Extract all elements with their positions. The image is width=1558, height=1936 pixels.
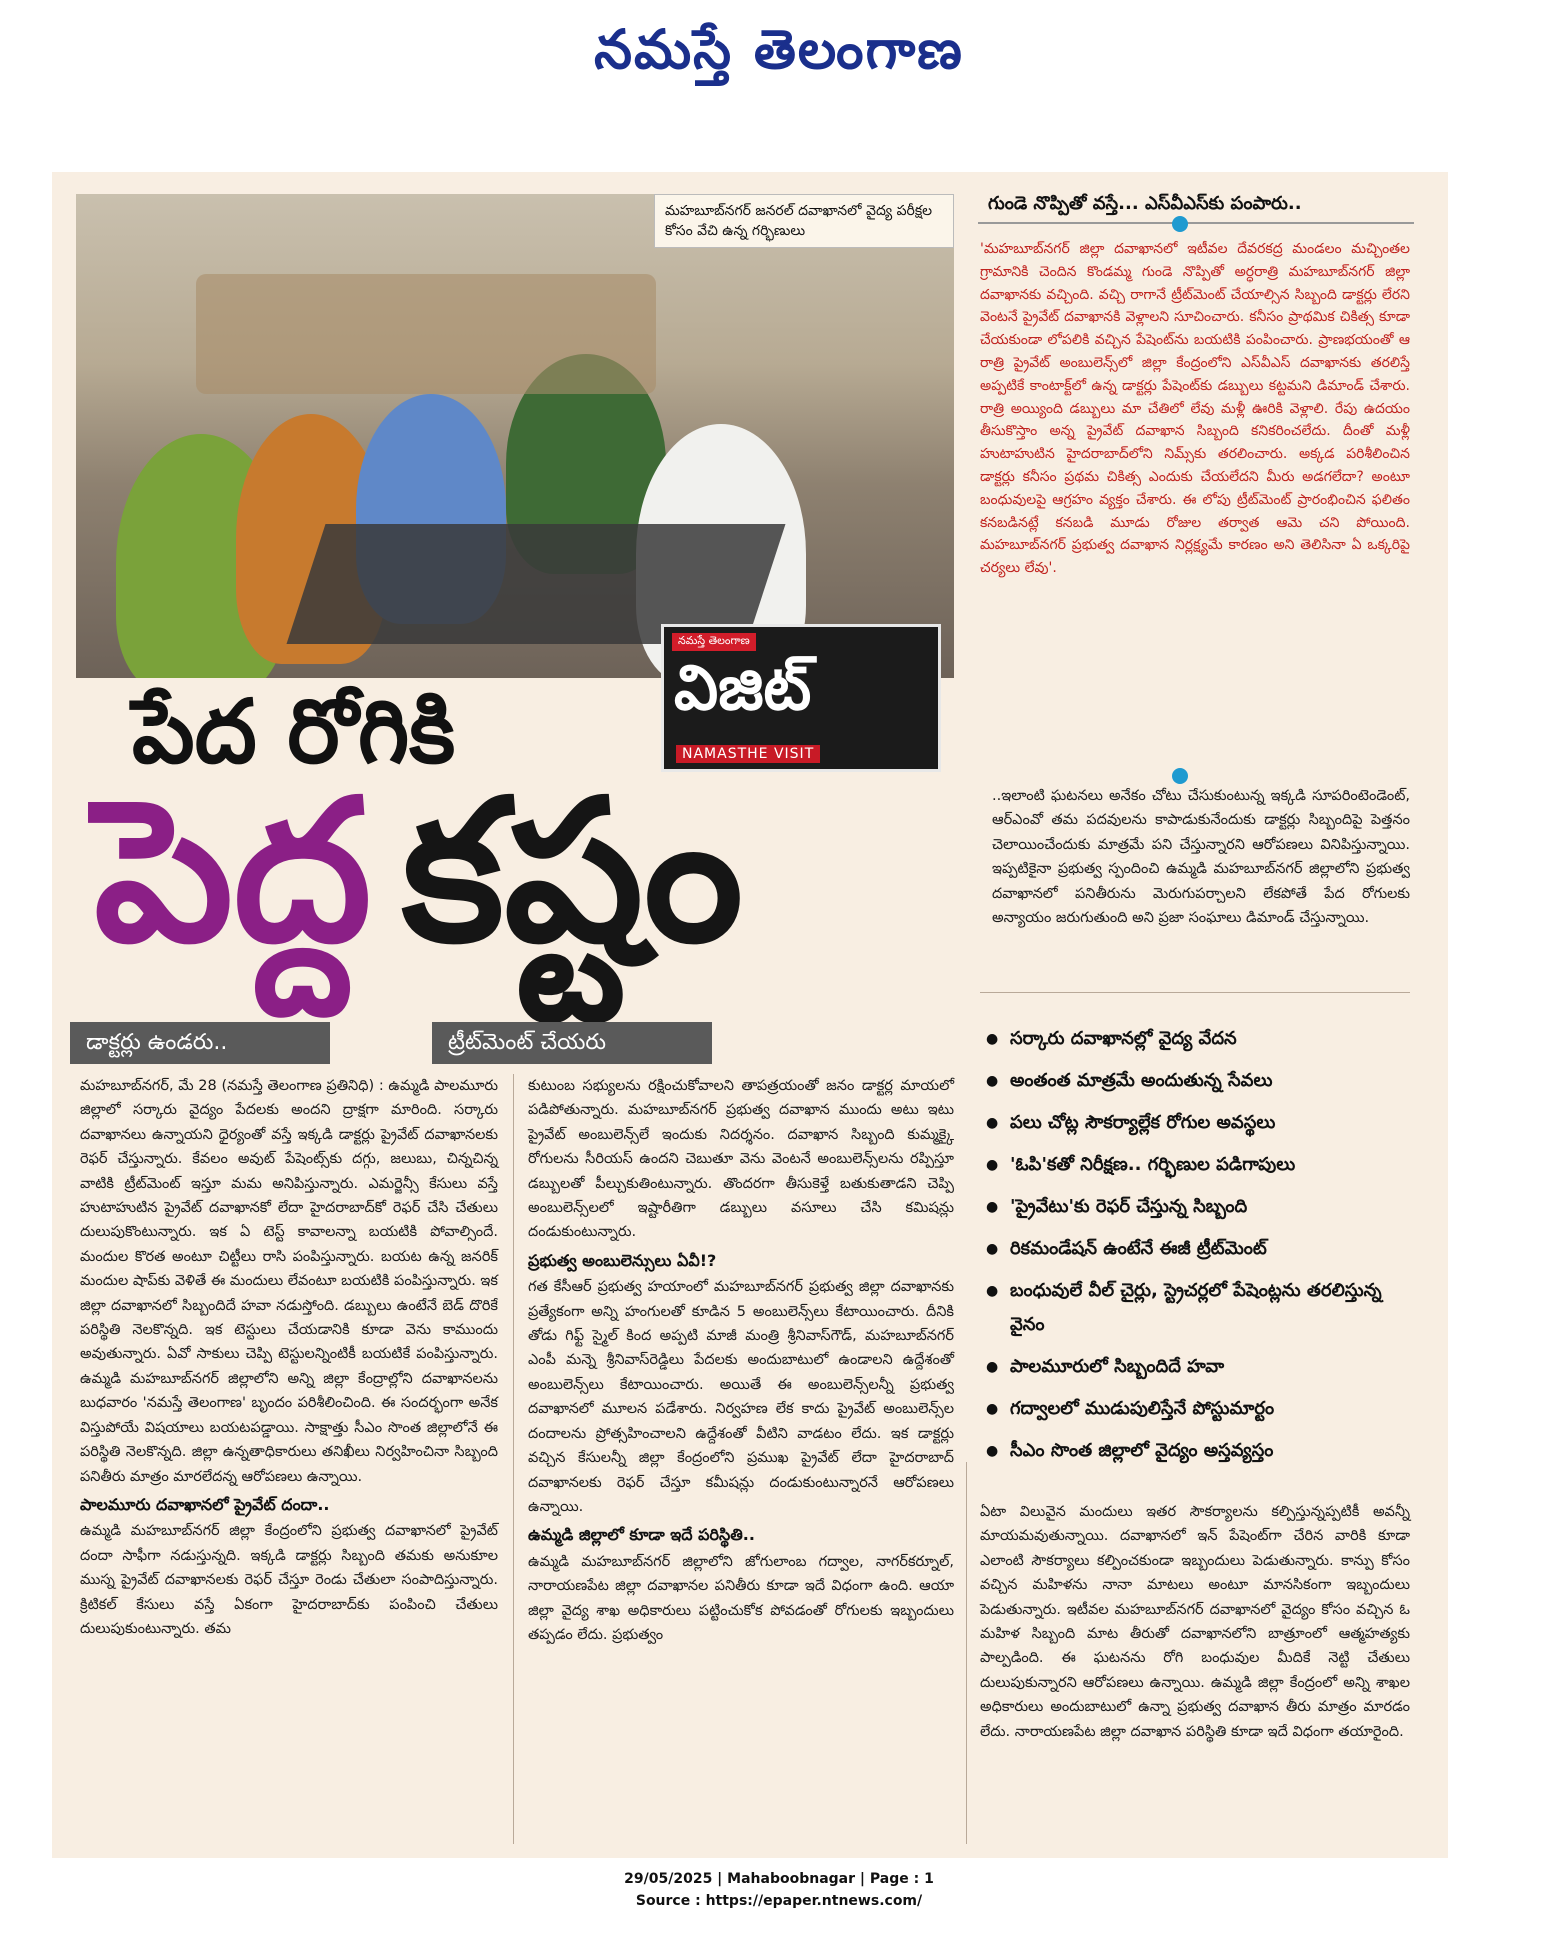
strip-right: ట్రీట్‌మెంట్ చేయరు: [432, 1022, 712, 1064]
bullet-item: ● పలు చోట్ల సౌకర్యాల్లేక రోగుల అవస్థలు: [980, 1106, 1410, 1140]
strip-left: డాక్టర్లు ఉండరు..: [70, 1022, 330, 1064]
footer-source: Source : https://epaper.ntnews.com/: [635, 1893, 923, 1909]
right-box-title: గుండె నొప్పితో వస్తే... ఎస్‌వీఎస్‌కు పంపారు..: [978, 184, 1414, 224]
photo-crowd: [196, 274, 656, 394]
article-subheading: ఉమ్మడి జిల్లాలో కూడా ఇదే పరిస్థితి..: [528, 1525, 755, 1545]
article-column-middle: [528, 1074, 954, 1651]
headline-big-part-1: పెద్ద: [94, 758, 372, 986]
article-column-left: [80, 1074, 498, 1645]
namasthe-visit-badge: [661, 624, 941, 772]
newspaper-title: నమస్తే తెలంగాణ: [594, 18, 964, 81]
bullet-item: ● సీఎం సొంత జిల్లాలో వైద్యం అస్తవ్యస్తం: [980, 1434, 1410, 1468]
bullet-item: ● 'ప్రైవేటు'కు రెఫర్ చేస్తున్న సిబ్బంది: [980, 1190, 1410, 1224]
column-divider: [513, 1074, 514, 1844]
article-paragraph: ఏటా విలువైన మందులు ఇతర సౌకర్యాలను కల్పిస్తున్నప్పటికీ అవన్నీ మాయమవుతున్నాయి. దవాఖానలో ఇన్ పేషెంట్‌గా చేరిన వారికి కూడా ఎలాంటి సౌకర్యాలు కల్పించకుండా ఇబ్బందులు పెడుతున్నారు. కాన్పు కోసం వచ్చిన మహిళను నానా మాటలు అంటూ మానసికంగా ఇబ్బందులు పెడుతున్నారు. ఇటీవల మహబూబ్‌నగర్ దవాఖానలో వైద్యం కోసం వచ్చిన ఓ మహిళ సిబ్బంది మాట తీరుతో దవాఖానలోని బాత్రూంలో ఆత్మహత్యకు పాల్పడింది. ఈ ఘటనను రోగి బంధువుల మీదికే నెట్టి చేతులు దులుపుకున్నారని ఆరోపణలు ఉన్నాయి. ఉమ్మడి జిల్లా కేంద్రంలో అన్ని శాఖల అధికారులు అందుబాటులో ఉన్నా ప్రభుత్వ దవాఖాన తీరు మాత్రం మారడం లేదు. నారాయణపేట జిల్లా దవాఖాన పరిస్థితి కూడా ఇదే విధంగా తయారైంది.: [980, 1504, 1410, 1740]
headline-big-part-2: కష్టం: [401, 758, 744, 986]
footer-edition: 29/05/2025 | Mahaboobnagar | Page : 1: [624, 1871, 934, 1887]
article-paragraph: ఉమ్మడి మహబూబ్‌నగర్ జిల్లాలోని జోగులాంబ గద్వాల, నాగర్‌కర్నూల్, నారాయణపేట జిల్లా దవాఖానల పనితీరు కూడా ఇదే విధంగా ఉంది. ఆయా జిల్లా వైద్య శాఖ అధికారులు పట్టించుకోక పోవడంతో రోగులకు ఇబ్బందులు తప్పడం లేదు. ప్రభుత్వం: [528, 1553, 954, 1643]
divider: [980, 992, 1410, 993]
bullet-list: [980, 1022, 1410, 1476]
bullet-item: ● 'ఓపి'కతో నిరీక్షణ.. గర్భిణుల పడిగాపులు: [980, 1148, 1410, 1182]
headline-small: పేద రోగికి: [132, 680, 456, 783]
hospital-photo: [76, 194, 954, 678]
right-box-paragraph: 'మహబూబ్‌నగర్ జిల్లా దవాఖానలో ఇటీవల దేవరకద్ర మండలం మచ్చింతల గ్రామానికి చెందిన కొండమ్మ గుండె నొప్పితో అర్ధరాత్రి మహబూబ్‌నగర్ జిల్లా దవాఖానకు వచ్చింది. వచ్చి రాగానే ట్రీట్‌మెంట్ చేయాల్సిన సిబ్బంది డాక్టర్లు లేరని వెంటనే ప్రైవేట్ దవాఖానకి వెళ్లాలని సూచించారు. కనీసం ప్రాథమిక చికిత్స కూడా చేయకుండా లోపలికి వచ్చిన పేషెంట్‌ను బయటికి పంపించారు. ప్రాణభయంతో ఆ రాత్రి ప్రైవేట్ అంబులెన్స్‌లో జిల్లా కేంద్రంలోని ఎస్‌వీఎస్ దవాఖానకు తరలిస్తే అప్పటికే కాంటాక్ట్‌లో ఉన్న డాక్టర్లు పేషెంట్‌కు డబ్బులు కట్టమని డిమాండ్ చేశారు. రాత్రి అయ్యింది డబ్బులు మా చేతిలో లేవు మళ్లీ ఊరికి వెళ్లాలి. రేపు ఉదయం తీసుకొస్తాం అన్న ప్రైవేట్ దవాఖాన సిబ్బంది కనికరించలేదు. దీంతో మళ్లీ హుటాహుటిన హైదరాబాద్‌లోని నిమ్స్‌కు తరలించారు. అక్కడ పరిశీలించిన డాక్టర్లు కనీసం ప్రథమ చికిత్స ఎందుకు చేయలేదని మీరు అడగలేదా? అంటూ బంధువులపై ఆగ్రహం వ్యక్తం చేశారు. ఈ లోపు ట్రీట్‌మెంట్ ప్రారంభించిన ఫలితం కనబడినట్లే కనబడి మూడు రోజుల తర్వాత ఆమె చని పోయింది. మహబూబ్‌నగర్ ప్రభుత్వ దవాఖాన నిర్లక్ష్యమే కారణం అని తెలిసినా ఏ ఒక్కరిపై చర్యలు లేవు'.: [980, 241, 1410, 577]
visit-badge-word: విజిట్: [674, 651, 812, 724]
article-subheading: పాలమూరు దవాఖానలో ప్రైవేట్ దందా..: [80, 1494, 330, 1514]
article-column-right: [980, 1500, 1410, 1748]
masthead: [0, 0, 1558, 100]
column-divider: [966, 1462, 967, 1844]
bullet-item: ● గద్వాలలో ముడుపులిస్తేనే పోస్టుమార్టం: [980, 1392, 1410, 1426]
visit-badge-tag: నమస్తే తెలంగాణ: [672, 633, 756, 651]
photo-caption: మహబూబ్‌నగర్ జనరల్ దవాఖానలో వైద్య పరీక్షల కోసం వేచి ఉన్న గర్భిణులు: [654, 194, 954, 248]
article-subheading: ప్రభుత్వ అంబులెన్సులు ఏవీ!?: [528, 1250, 717, 1270]
newspaper-page: [52, 172, 1448, 1858]
article-paragraph: కుటుంబ సభ్యులను రక్షించుకోవాలని తాపత్రయంతో జనం డాక్టర్ల మాయలో పడిపోతున్నారు. మహబూబ్‌నగర్ ప్రభుత్వ దవాఖాన ముందు అటు ఇటు ప్రైవేట్ అంబులెన్స్‌లే ఇందుకు నిదర్శనం. దవాఖాన సిబ్బంది కుమ్మక్కై రోగులను సీరియస్ ఉందని చెబుతూ వెను వెంటనే అంబులెన్స్‌లను రప్పిస్తూ డబ్బులతో పీల్చుకుతింటున్నారు. తొందరగా తీసుకెళ్తే బతుకుతాడని చెప్పి అంబులెన్స్‌లలో ఇష్టారీతిగా డబ్బులు వసూలు చేసి కమిషన్లు దండుకుంటున్నారు.: [528, 1078, 954, 1241]
footer-source-line: [0, 1890, 1558, 1912]
right-mid-text: [992, 784, 1410, 934]
quote-icon: [1172, 768, 1188, 784]
right-box-text: [980, 238, 1410, 584]
visit-badge-sub: NAMASTHE VISIT: [676, 745, 820, 763]
right-mid-paragraph: ..ఇలాంటి ఘటనలు అనేకం చోటు చేసుకుంటున్న ఇక్కడి సూపరింటెండెంట్, ఆర్ఎంవో తమ పదవులను కాపాడుకునేందుకు డాక్టర్లు సిబ్బందిపై పెత్తనం చెలాయించేందుకు మాత్రమే పని చేస్తున్నారని ఆరోపణలు వినిపిస్తున్నాయి. ఇప్పటికైనా ప్రభుత్వ స్పందించి ఉమ్మడి మహబూబ్‌నగర్ జిల్లాలోని ప్రభుత్వ దవాఖానలో పనితీరును మెరుగుపర్చాలని లేకపోతే పేద రోగులకు అన్యాయం జరుగుతుంది అని ప్రజా సంఘాలు డిమాండ్ చేస్తున్నాయి.: [992, 788, 1410, 927]
bullet-item: ● రికమండేషన్ ఉంటేనే ఈజీ ట్రీట్‌మెంట్: [980, 1232, 1410, 1266]
article-paragraph: ఉమ్మడి మహబూబ్‌నగర్ జిల్లా కేంద్రంలోని ప్రభుత్వ దవాఖానలో ప్రైవేట్ దందా సాఫీగా నడుస్తున్నది. ఇక్కడి డాక్టర్లు సిబ్బంది తమకు అనుకూల ముస్న ప్రైవేట్ దవాఖానలకు రెఫర్ చేస్తూ రెండు చేతులా సంపాదిస్తున్నారు. క్రిటికల్ కేసులు వస్తే ఏకంగా హైదరాబాద్‌కు పంపించి చేతులు దులుపుకుంటున్నారు. తమ: [80, 1523, 498, 1637]
quote-icon: [1172, 216, 1188, 232]
page-footer: [0, 1868, 1558, 1912]
footer-edition-line: [0, 1868, 1558, 1890]
article-paragraph: మహబూబ్‌నగర్, మే 28 (నమస్తే తెలంగాణ ప్రతినిధి) : ఉమ్మడి పాలమూరు జిల్లాలో సర్కారు వైద్యం పేదలకు అందని ద్రాక్షగా మారింది. సర్కారు దవాఖానలు ఉన్నాయని ధైర్యంతో వస్తే ఇక్కడి డాక్టర్లు ప్రైవేట్ దవాఖానలకు రెఫర్ చేస్తున్నారు. కేవలం అవుట్ పేషెంట్స్‌కు దగ్గు, జలుబు, చిన్నచిన్న వాటికి ట్రీట్‌మెంట్ ఇస్తూ మమ అనిపిస్తున్నారు. ఎమర్జెన్సీ కేసులు వస్తే హుటాహుటిన ప్రైవేట్ దవాఖానకో లేదా హైదరాబాద్‌కో రెఫర్ చేసి చేతులు దులుపుకొంటున్నారు. ఇక ఏ టెస్ట్ కావాలన్నా బయటికి పోవాల్సిందే. మందుల కొరత అంటూ చిట్టీలు రాసి పంపిస్తున్నారు. బయట ఉన్న జనరిక్ మందుల షాప్‌కు వెళితే ఈ మందులు లేవంటూ బయటికి పంపిస్తున్నారు. ఇక జిల్లా దవాఖానలో సిబ్బందిదే హవా నడుస్తోంది. డబ్బులు ఉంటేనే బెడ్ దొరికే పరిస్థితి నెలకొన్నది. ఇక టెస్టులు చేయడానికి కూడా వెను కాముందు అవుతున్నారు. ఏవో సాకులు చెప్పి టెస్టులన్నింటికీ బయటికే పంపిస్తున్నారు. ఉమ్మడి మహబూబ్‌నగర్ జిల్లాలోని అన్ని జిల్లా కేంద్రాల్లోని దవాఖానలను బుధవారం 'నమస్తే తెలంగాణ' బృందం పరిశీలించింది. ఈ సందర్భంగా అనేక విస్తుపోయే విషయాలు బయటపడ్డాయి. సాక్షాత్తు సీఎం సొంత జిల్లాలోనే ఈ పరిస్థితి నెలకొన్నది. జిల్లా ఉన్నతాధికారులు తనిఖీలు నిర్వహించినా సిబ్బంది పనితీరు మాత్రం మారలేదన్న ఆరోపణలు ఉన్నాయి.: [80, 1078, 498, 1485]
bullet-item: ● సర్కారు దవాఖానల్లో వైద్య వేదన: [980, 1022, 1410, 1056]
bullet-item: ● అంతంత మాత్రమే అందుతున్న సేవలు: [980, 1064, 1410, 1098]
article-paragraph: గత కేసీఆర్ ప్రభుత్వ హయాంలో మహబూబ్‌నగర్ ప్రభుత్వ జిల్లా దవాఖానకు ప్రత్యేకంగా అన్ని హంగులతో కూడిన 5 అంబులెన్స్‌లు కేటాయించారు. దీనికి తోడు గిఫ్ట్ స్మైల్ కింద అప్పటి మాజీ మంత్రి శ్రీనివాస్‌గౌడ్, మహబూబ్‌నగర్ ఎంపీ మన్నె శ్రీనివాస్‌రెడ్డిలు పేదలకు అందుబాటులో ఉండాలని ఉద్దేశంతో అంబులెన్స్‌లు కేటాయించారు. అయితే ఈ అంబులెన్స్‌లన్నీ ప్రభుత్వ దవాఖానలో మూలన పడేశారు. నిర్వహణ లేక కాదు ప్రైవేట్ అంబులెన్స్‌ల దందాలను ప్రోత్సహించాలని ఉద్దేశంతో వీటిని వాడటం లేదు. ఇక డాక్టర్లు వచ్చిన కేసులన్నీ జిల్లా కేంద్రంలోని ప్రముఖ ప్రైవేట్ లేదా హైదరాబాద్ దవాఖానలకు రెఫర్ చేస్తూ కమీషన్లు దండుకుంటున్నారనే ఆరోపణలు ఉన్నాయి.: [528, 1279, 954, 1515]
headline-big: [94, 758, 744, 986]
bullet-item: ● పాలమూరులో సిబ్బందిదే హవా: [980, 1350, 1410, 1384]
bullet-item: ● బంధువులే వీల్ చైర్లు, స్ట్రెచర్లలో పేషెంట్లను తరలిస్తున్న వైనం: [980, 1274, 1410, 1342]
